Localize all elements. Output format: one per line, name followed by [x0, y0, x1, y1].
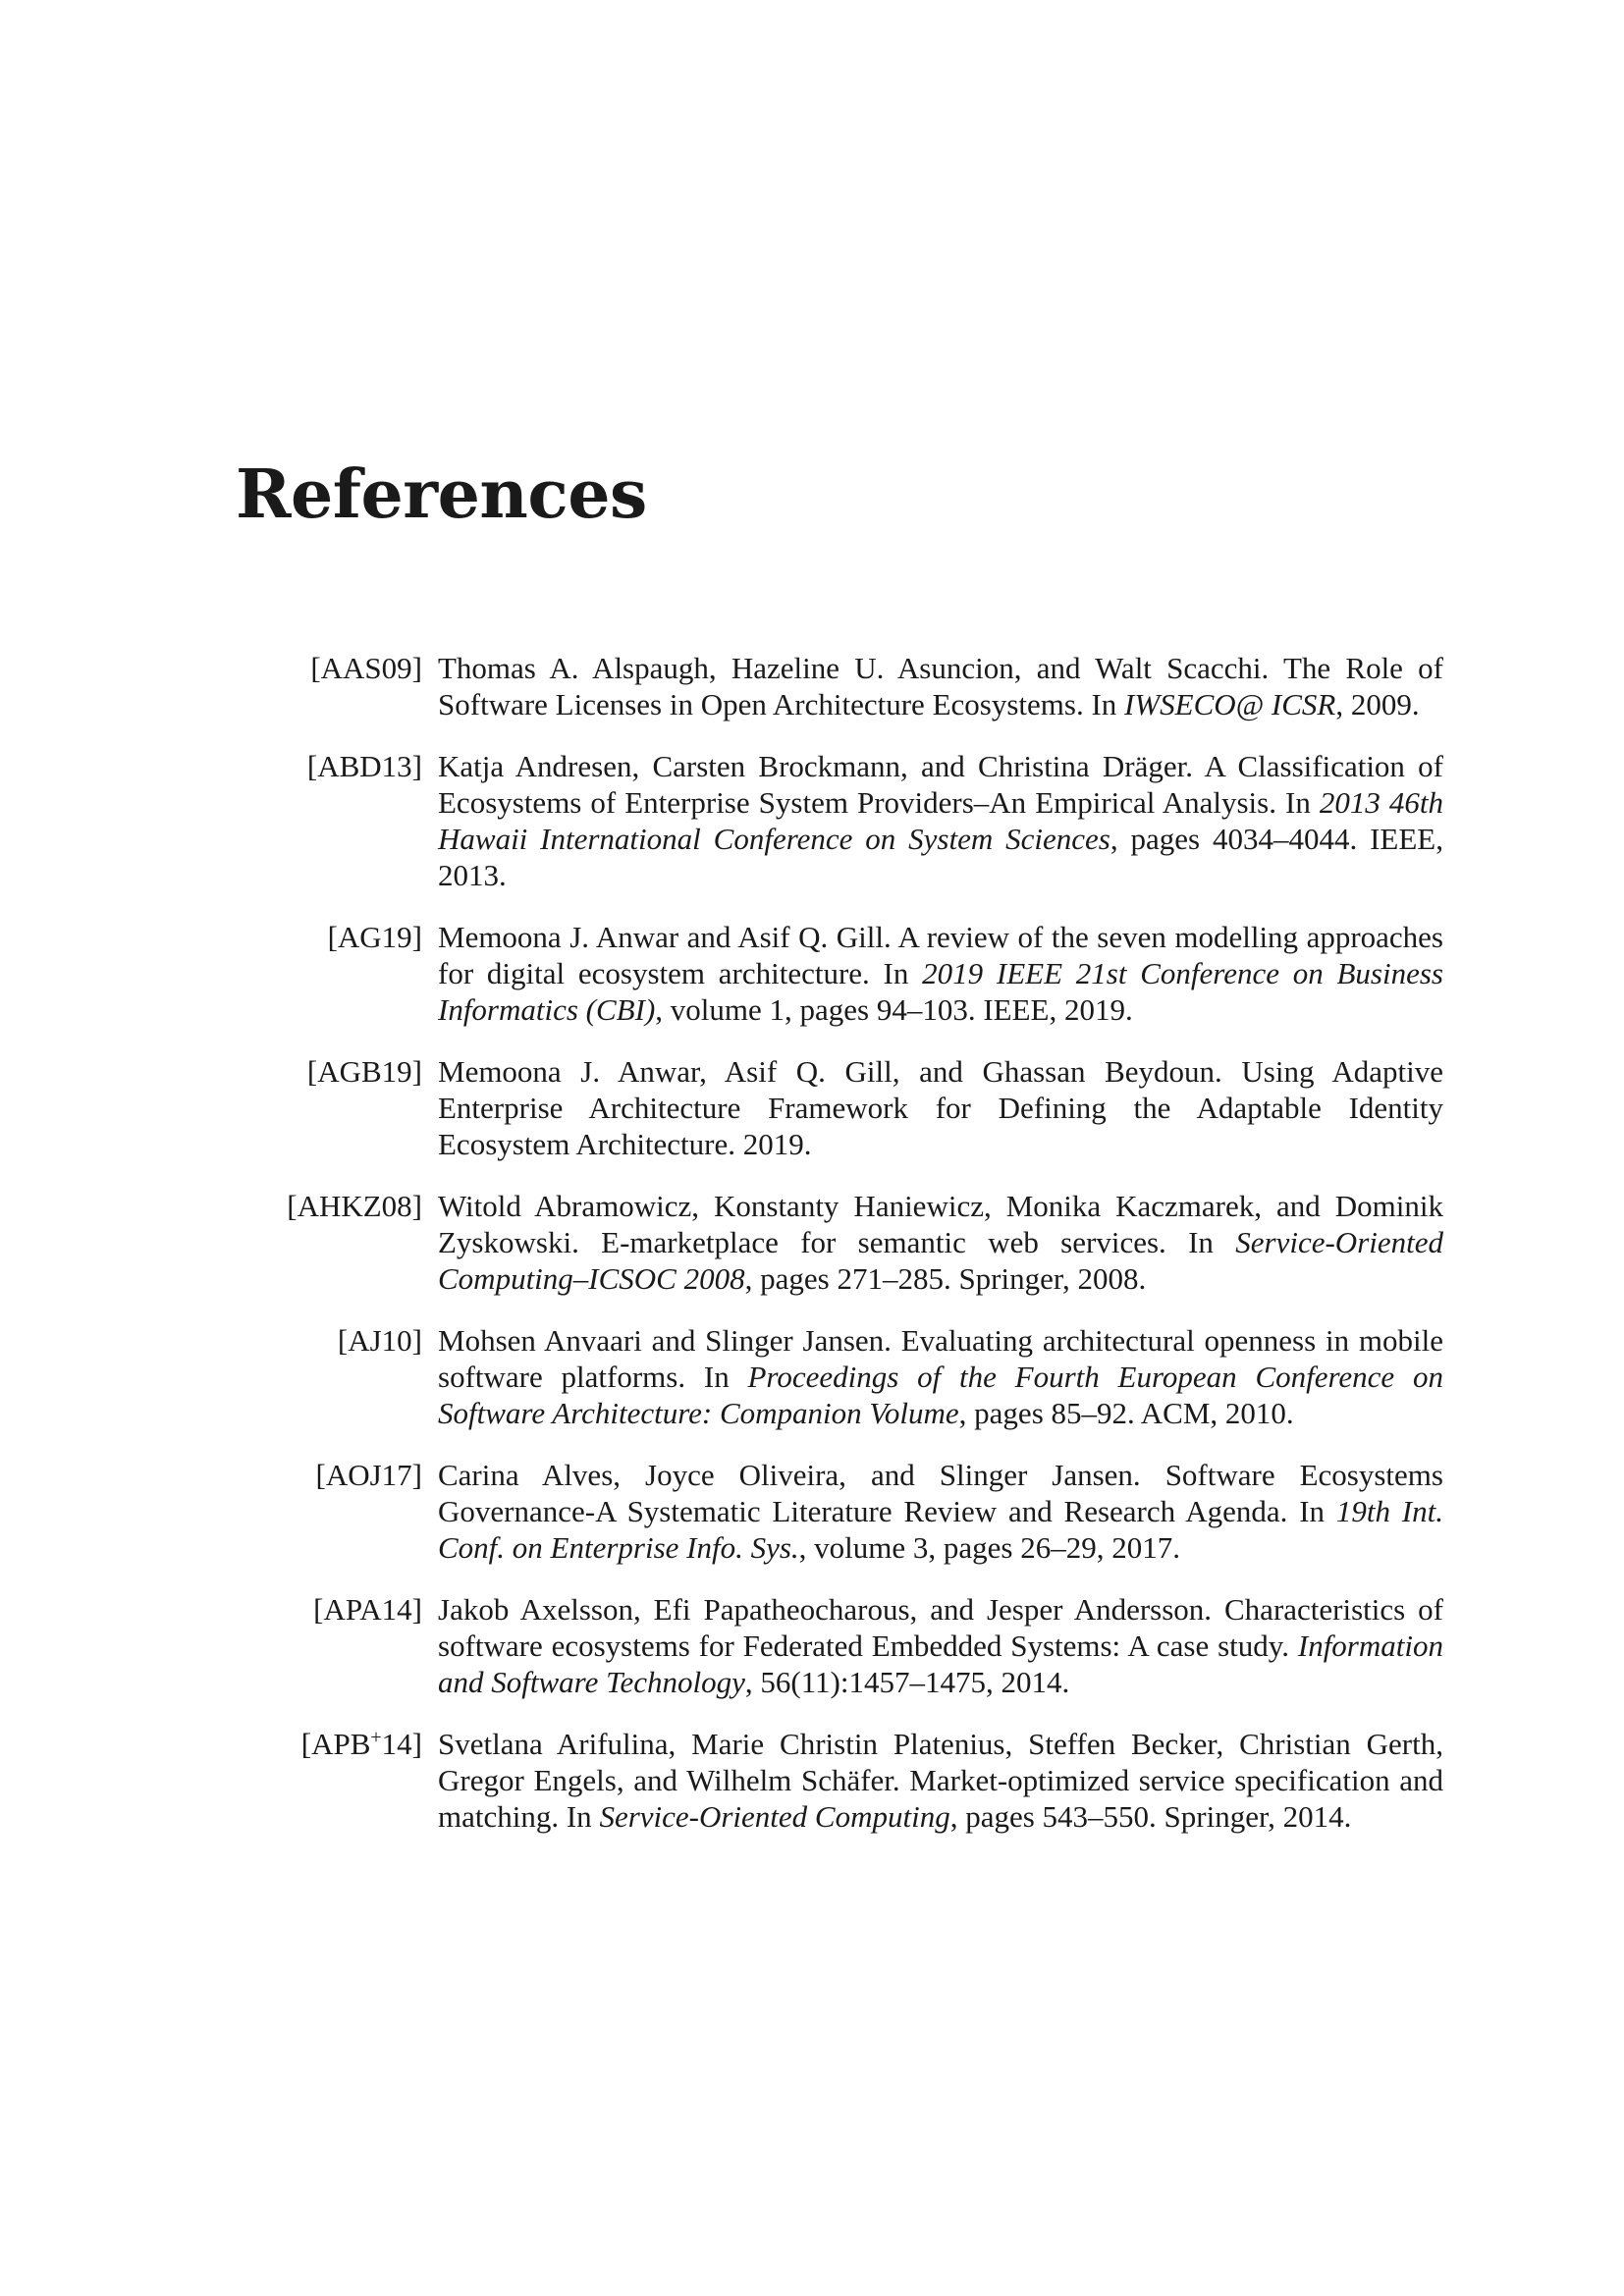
reference-authors-title: Mohsen Anvaari and Slinger Jansen. Evaluating architectural openness in mobile software platforms. In: [438, 1323, 1443, 1394]
reference-venue: IWSECO@ ICSR: [1124, 687, 1336, 721]
reference-key: [AOJ17]: [315, 1458, 422, 1492]
reference-entry: [0, 1726, 1624, 1835]
reference-text: [438, 1322, 1443, 1431]
reference-venue: Proceedings of the Fourth European Conference on Software Architecture: Companion Volume: [438, 1360, 1443, 1430]
reference-text: [438, 1053, 1443, 1162]
reference-text: [438, 1457, 1443, 1566]
reference-text: [438, 1726, 1443, 1835]
reference-entry: [0, 1457, 1624, 1566]
reference-venue: 2019 IEEE 21st Conference on Business Informatics (CBI): [438, 956, 1443, 1027]
reference-text: [438, 919, 1443, 1028]
reference-authors-title: Witold Abramowicz, Konstanty Haniewicz, Monika Kaczmarek, and Dominik Zyskowski. E-marketplace for semantic web services. In: [438, 1189, 1443, 1259]
reference-text: [438, 650, 1443, 722]
reference-key: [AAS09]: [310, 651, 422, 685]
reference-entry: [0, 919, 1624, 1028]
reference-text: [438, 1188, 1443, 1297]
page-title: References: [236, 455, 647, 534]
reference-entry: [0, 1188, 1624, 1297]
reference-authors-title: Svetlana Arifulina, Marie Christin Platenius, Steffen Becker, Christian Gerth, Gregor Engels, and Wilhelm Schäfer. Market-optimized service specification and matching. In: [438, 1727, 1443, 1834]
reference-details: , 2009.: [1335, 687, 1420, 721]
reference-details: , volume 3, pages 26–29, 2017.: [798, 1530, 1180, 1565]
reference-authors-title: Carina Alves, Joyce Oliveira, and Slinger Jansen. Software Ecosystems Governance-A Systematic Literature Review and Research Agenda. In: [438, 1458, 1443, 1528]
reference-authors-title: Thomas A. Alspaugh, Hazeline U. Asuncion, and Walt Scacchi. The Role of Software Licenses in Open Architecture Ecosystems. In: [438, 651, 1443, 721]
reference-entry: [0, 1591, 1624, 1700]
reference-details: , volume 1, pages 94–103. IEEE, 2019.: [655, 992, 1133, 1027]
reference-text: [438, 748, 1443, 893]
reference-key-suffix: 14]: [381, 1727, 422, 1761]
reference-venue: 2013 46th Hawaii International Conference on System Sciences: [438, 785, 1443, 856]
reference-entry: [0, 1053, 1624, 1162]
reference-list: [0, 650, 1624, 1860]
reference-venue: Service-Oriented Computing–ICSOC 2008: [438, 1225, 1443, 1296]
reference-key: [AGB19]: [306, 1054, 422, 1089]
reference-key: [AJ10]: [337, 1323, 422, 1358]
reference-entry: [0, 650, 1624, 722]
reference-key-prefix: [APB: [300, 1727, 371, 1761]
reference-entry: [0, 1322, 1624, 1431]
reference-key: [AG19]: [327, 920, 422, 954]
reference-key: [AHKZ08]: [287, 1189, 422, 1223]
reference-key: [APA14]: [313, 1592, 422, 1627]
reference-key: [ABD13]: [306, 749, 422, 783]
reference-details: , pages 4034–4044. IEEE, 2013.: [438, 822, 1443, 892]
reference-venue: Service-Oriented Computing: [599, 1799, 950, 1834]
reference-entry: [0, 748, 1624, 893]
reference-key: [301, 1726, 422, 1762]
reference-venue: Information and Software Technology: [438, 1629, 1443, 1699]
reference-authors-title: Jakob Axelsson, Efi Papatheocharous, and Jesper Andersson. Characteristics of software ecosystems for Federated Embedded Systems: A case study.: [438, 1592, 1443, 1663]
reference-details: , pages 85–92. ACM, 2010.: [958, 1396, 1294, 1430]
reference-authors-title: Memoona J. Anwar and Asif Q. Gill. A review of the seven modelling approaches for digital ecosystem architecture. In: [438, 920, 1443, 990]
reference-venue: 19th Int. Conf. on Enterprise Info. Sys.: [438, 1494, 1443, 1565]
reference-details: , pages 271–285. Springer, 2008.: [744, 1261, 1147, 1296]
reference-key-superscript: +: [370, 1727, 382, 1748]
reference-text: [438, 1591, 1443, 1700]
reference-authors-title: Memoona J. Anwar, Asif Q. Gill, and Ghassan Beydoun. Using Adaptive Enterprise Architecture Framework for Defining the Adaptable Identity Ecosystem Architecture. 2019.: [438, 1054, 1443, 1161]
reference-authors-title: Katja Andresen, Carsten Brockmann, and Christina Dräger. A Classification of Ecosystems of Enterprise System Providers–An Empirical Analysis. In: [438, 749, 1443, 820]
reference-details: , pages 543–550. Springer, 2014.: [949, 1799, 1352, 1834]
reference-details: , 56(11):1457–1475, 2014.: [744, 1665, 1070, 1699]
